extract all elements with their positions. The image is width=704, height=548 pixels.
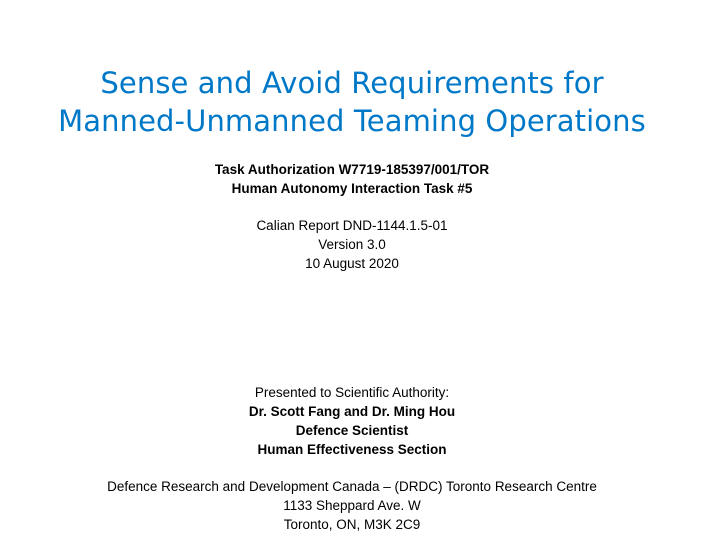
report-info — [0, 216, 704, 273]
task-name: Human Autonomy Interaction Task #5 — [231, 181, 473, 196]
task-authorization: Task Authorization W7719-185397/001/TOR — [214, 162, 490, 177]
authority-names: Dr. Scott Fang and Dr. Ming Hou — [248, 404, 456, 419]
document-title — [0, 64, 704, 140]
address-organization: Defence Research and Development Canada – (DRDC) Toronto Research Centre — [107, 479, 597, 494]
report-version: Version 3.0 — [318, 237, 386, 252]
title-line-2: Manned-Unmanned Teaming Operations — [58, 104, 646, 138]
presented-intro: Presented to Scientific Authority: — [254, 385, 450, 400]
address-city: Toronto, ON, M3K 2C9 — [283, 517, 421, 532]
address-street: 1133 Sheppard Ave. W — [283, 498, 421, 513]
report-number: Calian Report DND-1144.1.5-01 — [256, 218, 448, 233]
address — [0, 477, 704, 534]
task-info — [0, 160, 704, 198]
authority-section: Human Effectiveness Section — [257, 442, 447, 457]
title-line-1: Sense and Avoid Requirements for — [100, 66, 604, 100]
presented-to — [0, 383, 704, 459]
authority-role: Defence Scientist — [295, 423, 409, 438]
report-date: 10 August 2020 — [305, 256, 399, 271]
